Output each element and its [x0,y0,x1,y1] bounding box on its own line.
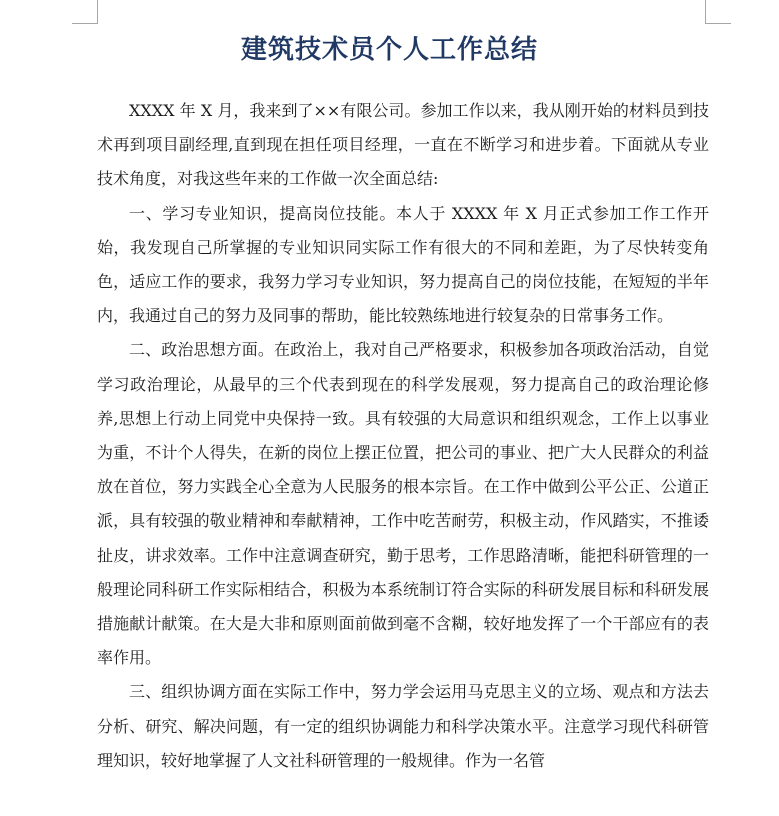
paragraph-intro: XXXX 年 X 月，我来到了××有限公司。参加工作以来，我从刚开始的材料员到技术再到项目副经理,直到现在担任项目经理，一直在不断学习和进步着。下面就从专业技术角度，对我这些年来的工作做一次全面总结: [97,101,709,189]
crop-mark-top-right [705,0,731,24]
document-body [97,94,709,778]
paragraph-section-3: 三、组织协调方面在实际工作中，努力学会运用马克思主义的立场、观点和方法去分析、研究、解决问题，有一定的组织协调能力和科学决策水平。注意学习现代科研管理知识，较好地掌握了人文社科研管理的一般规律。作为一名管 [97,682,709,770]
paragraph-section-2: 二、政治思想方面。在政治上，我对自己严格要求，积极参加各项政治活动，自觉学习政治理论，从最早的三个代表到现在的科学发展观，努力提高自己的政治理论修养,思想上行动上同党中央保持一致。具有较强的大局意识和组织观念，工作上以事业为重，不计个人得失，在新的岗位上摆正位置，把公司的事业、把广大人民群众的利益放在首位，努力实践全心全意为人民服务的根本宗旨。在工作中做到公平公正、公道正派，具有较强的敬业精神和奉献精神，工作中吃苦耐劳，积极主动，作风踏实，不推诿扯皮，讲求效率。工作中注意调查研究，勤于思考，工作思路清晰，能把科研管理的一般理论同科研工作实际相结合，积极为本系统制订符合实际的科研发展目标和科研发展措施献计献策。在大是大非和原则面前做到毫不含糊，较好地发挥了一个干部应有的表率作用。 [97,340,709,668]
document-title: 建筑技术员个人工作总结 [240,35,538,65]
crop-mark-top-left [72,0,98,24]
paragraph-section-1: 一、学习专业知识，提高岗位技能。本人于 XXXX 年 X 月正式参加工作工作开始，我发现自己所掌握的专业知识同实际工作有很大的不同和差距，为了尽快转变角色，适应工作的要求，我努力学习专业知识，努力提高自己的岗位技能，在短短的半年内，我通过自己的努力及同事的帮助，能比较熟练地进行较复杂的日常事务工作。 [97,203,709,326]
